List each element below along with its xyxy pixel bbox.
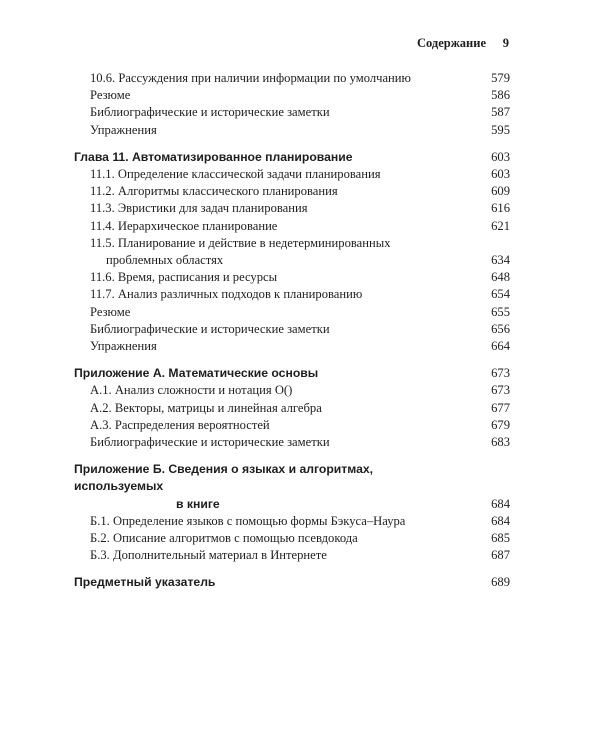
toc-entry[interactable] xyxy=(74,338,510,355)
toc-entry-page: 685 xyxy=(491,531,510,546)
toc-entry[interactable] xyxy=(74,547,510,564)
toc-entry-title: Б.3. Дополнительный материал в Интернете xyxy=(90,548,327,563)
toc-entry-title: А.1. Анализ сложности и нотация O() xyxy=(90,383,293,398)
table-of-contents xyxy=(74,70,510,592)
toc-entry-title: А.2. Векторы, матрицы и линейная алгебра xyxy=(90,400,322,415)
toc-entry-page: 687 xyxy=(491,548,510,563)
toc-entry[interactable] xyxy=(74,400,510,417)
toc-entry-title-line2: проблемных областях xyxy=(106,253,224,268)
toc-chapter-11[interactable] xyxy=(74,149,510,166)
toc-entry-title xyxy=(90,235,470,269)
toc-entry-page: 587 xyxy=(491,105,510,120)
toc-entry-title: Упражнения xyxy=(90,122,157,137)
toc-entry[interactable] xyxy=(74,87,510,104)
toc-entry[interactable] xyxy=(74,530,510,547)
toc-entry[interactable] xyxy=(74,122,510,139)
toc-chapter-page: 689 xyxy=(491,575,510,590)
running-title: Содержание xyxy=(416,36,486,50)
toc-entry-page: 683 xyxy=(491,435,510,450)
toc-entry-title-line1: 11.5. Планирование и действие в недетерминированных xyxy=(90,235,391,250)
toc-entry-title: Резюме xyxy=(90,304,131,319)
toc-entry-title: Б.2. Описание алгоритмов с помощью псевдокода xyxy=(90,531,358,546)
toc-entry[interactable] xyxy=(74,382,510,399)
toc-appendix-b[interactable] xyxy=(74,461,510,513)
toc-entry-page: 673 xyxy=(491,383,510,398)
toc-entry-page: 684 xyxy=(491,513,510,528)
toc-entry-title: 11.2. Алгоритмы классического планирования xyxy=(90,184,338,199)
toc-entry-title: Б.1. Определение языков с помощью формы Бэкуса–Наура xyxy=(90,513,406,528)
toc-entry[interactable] xyxy=(74,321,510,338)
page-number: 9 xyxy=(502,36,509,50)
toc-entry[interactable] xyxy=(74,269,510,286)
toc-entry-title: А.3. Распределения вероятностей xyxy=(90,417,270,432)
toc-entry-page: 603 xyxy=(491,167,510,182)
toc-entry-title: 10.6. Рассуждения при наличии информации по умолчанию xyxy=(90,71,411,85)
toc-entry-title: Резюме xyxy=(90,88,131,103)
toc-entry-page: 634 xyxy=(491,253,510,268)
toc-entry[interactable] xyxy=(74,235,510,269)
toc-entry-title: 11.1. Определение классической задачи планирования xyxy=(90,167,381,182)
toc-chapter-title: Предметный указатель xyxy=(74,575,216,590)
toc-entry[interactable] xyxy=(74,70,510,87)
toc-entry[interactable] xyxy=(74,183,510,200)
toc-chapter-title xyxy=(74,461,470,513)
toc-entry-title: 11.4. Иерархическое планирование xyxy=(90,218,278,233)
toc-entry[interactable] xyxy=(74,166,510,183)
toc-chapter-title: Глава 11. Автоматизированное планирование xyxy=(74,149,353,164)
toc-index[interactable] xyxy=(74,574,510,591)
toc-entry-title: Библиографические и исторические заметки xyxy=(90,435,330,450)
toc-entry[interactable] xyxy=(74,200,510,217)
toc-entry-title: Библиографические и исторические заметки xyxy=(90,321,330,336)
toc-entry-page: 655 xyxy=(491,304,510,319)
toc-entry[interactable] xyxy=(74,434,510,451)
toc-chapter-page: 673 xyxy=(491,366,510,381)
toc-entry-title: Упражнения xyxy=(90,339,157,354)
toc-entry[interactable] xyxy=(74,286,510,303)
toc-entry-page: 664 xyxy=(491,339,510,354)
toc-entry-page: 677 xyxy=(491,400,510,415)
page-header xyxy=(0,36,600,52)
toc-entry-page: 609 xyxy=(491,184,510,199)
toc-chapter-page: 603 xyxy=(491,149,510,164)
toc-entry-title: 11.3. Эвристики для задач планирования xyxy=(90,201,308,216)
toc-entry[interactable] xyxy=(74,304,510,321)
toc-entry[interactable] xyxy=(74,104,510,121)
toc-entry-page: 656 xyxy=(491,321,510,336)
toc-entry-page: 654 xyxy=(491,287,510,302)
toc-entry-title: Библиографические и исторические заметки xyxy=(90,105,330,120)
toc-entry-page: 616 xyxy=(491,201,510,216)
toc-entry-title: 11.6. Время, расписания и ресурсы xyxy=(90,270,278,285)
toc-entry[interactable] xyxy=(74,513,510,530)
toc-entry-page: 595 xyxy=(491,122,510,137)
toc-chapter-title: Приложение А. Математические основы xyxy=(74,366,319,381)
toc-entry-page: 648 xyxy=(491,270,510,285)
toc-entry-page: 586 xyxy=(491,88,510,103)
toc-entry-page: 621 xyxy=(491,218,510,233)
toc-chapter-title-line1: Приложение Б. Сведения о языках и алгоритмах, используемых xyxy=(74,462,374,494)
toc-entry[interactable] xyxy=(74,218,510,235)
toc-entry-title: 11.7. Анализ различных подходов к планированию xyxy=(90,287,363,302)
toc-appendix-a[interactable] xyxy=(74,365,510,382)
toc-entry-page: 579 xyxy=(491,71,510,85)
toc-entry[interactable] xyxy=(74,417,510,434)
toc-chapter-page: 684 xyxy=(491,496,510,511)
toc-entry-page: 679 xyxy=(491,417,510,432)
toc-chapter-title-line2: в книге xyxy=(176,496,220,511)
